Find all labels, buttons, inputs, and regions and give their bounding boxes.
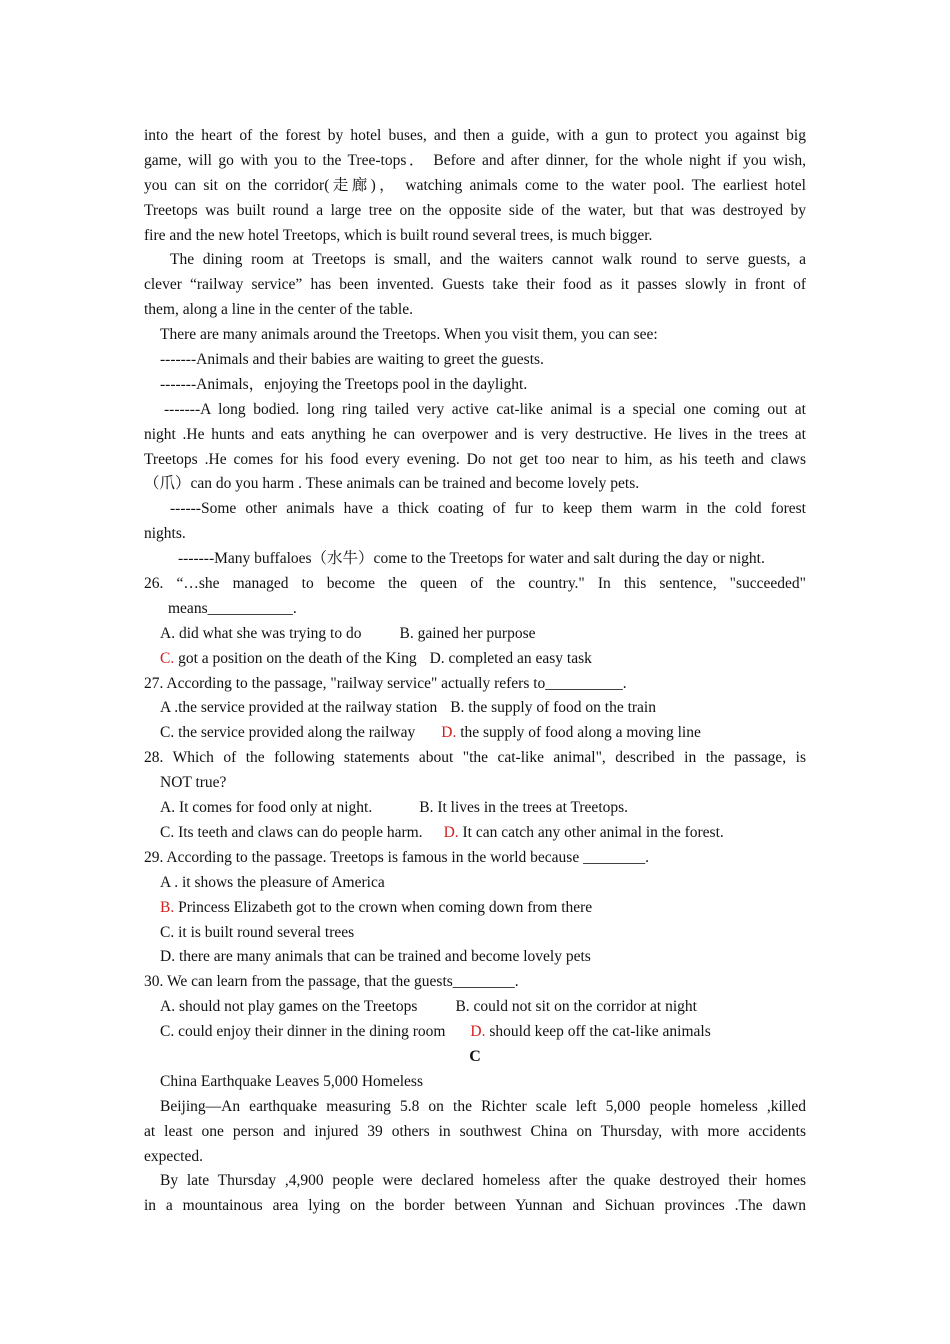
options-row	[144, 622, 806, 647]
question-27	[144, 672, 806, 747]
options-row	[144, 821, 806, 846]
question-stem: 27. According to the passage, "railway service" actually refers to__________.	[144, 674, 627, 692]
options-row	[144, 647, 806, 672]
passage-line: （爪）can do you harm . These animals can be trained and become lovely pets.	[144, 475, 640, 493]
options-row	[144, 721, 806, 746]
passage-line: clever “railway service” has been invented. Guests take their food as it passes slowly in front of	[144, 276, 806, 294]
answer-letter: D.	[470, 1023, 486, 1041]
answer-letter: D.	[441, 724, 457, 742]
passage-line: Treetops .He comes for his food every evening. Do not get too near to him, as his teeth and claws	[144, 450, 806, 468]
question-stem: 28. Which of the following statements about "the cat-like animal", described in the passage, is	[144, 749, 806, 767]
passage-line: into the heart of the forest by hotel buses, and then a guide, with a gun to protect you against big	[144, 127, 806, 144]
option-c: C. the service provided along the railway	[160, 724, 416, 742]
options-row	[144, 896, 806, 921]
section-c	[144, 1045, 806, 1219]
passage-line: ------Some other animals have a thick coating of fur to keep them warm in the cold forest	[170, 500, 806, 518]
option-b: B. It lives in the trees at Treetops.	[419, 799, 629, 817]
passage-line: By late Thursday ,4,900 people were declared homeless after the quake destroyed their homes	[160, 1172, 806, 1190]
option-d: D. completed an easy task	[429, 649, 592, 667]
question-stem: 29. According to the passage. Treetops is famous in the world because ________.	[144, 848, 649, 866]
option-d: It can catch any other animal in the forest.	[458, 823, 724, 841]
options-row	[144, 1020, 806, 1045]
passage-line: expected.	[144, 1147, 203, 1165]
passage-line: in a mountainous area lying on the border between Yunnan and Sichuan provinces .The dawn	[144, 1197, 806, 1215]
options-row	[144, 696, 806, 721]
answer-letter: D.	[443, 823, 459, 841]
options-row	[144, 995, 806, 1020]
passage-line: nights.	[144, 525, 186, 543]
option-b: B. gained her purpose	[399, 624, 536, 642]
passage-line: game, will go with you to the Tree-tops． Before and after dinner, for the whole night if you wish,	[144, 151, 806, 169]
option-b: B. could not sit on the corridor at night	[455, 998, 697, 1016]
option-d: the supply of food along a moving line	[456, 724, 701, 742]
question-stem-cont: means___________.	[168, 599, 297, 617]
answer-letter: C.	[160, 649, 175, 667]
answer-letter: B.	[160, 898, 175, 916]
passage-line: at least one person and injured 39 others in southwest China on Thursday, with more accidents	[144, 1122, 806, 1140]
passage-line: -------Animals，enjoying the Treetops pool in the daylight.	[160, 375, 528, 393]
question-29	[144, 846, 806, 970]
document-page	[144, 124, 806, 1219]
option-c: C. Its teeth and claws can do people harm.	[160, 823, 423, 841]
passage-line: -------Animals and their babies are waiting to greet the guests.	[160, 351, 544, 369]
option-a: A. It comes for food only at night.	[160, 799, 373, 817]
option-a: A .the service provided at the railway station	[160, 699, 438, 717]
passage-line: -------A long bodied. long ring tailed very active cat-like animal is a special one coming out at	[164, 400, 806, 418]
option-b: Princess Elizabeth got to the crown when coming down from there	[174, 898, 593, 916]
passage-line: night .He hunts and eats anything he can overpower and is very destructive. He lives in the trees at	[144, 425, 806, 443]
passage-line: -------Many buffaloes（水牛）come to the Treetops for water and salt during the day or night.	[178, 550, 765, 568]
option-c: C. could enjoy their dinner in the dining room	[160, 1023, 446, 1041]
passage-line: Beijing—An earthquake measuring 5.8 on the Richter scale left 5,000 people homeless ,killed	[160, 1097, 806, 1115]
passage-line: The dining room at Treetops is small, and the waiters cannot walk round to serve guests, a	[170, 251, 806, 269]
passage-line: you can sit on the corridor(走廊)， watching animals come to the water pool. The earliest hotel	[144, 176, 806, 194]
option-c: got a position on the death of the King	[174, 649, 417, 667]
option-d: should keep off the cat-like animals	[485, 1023, 711, 1041]
option-a: A . it shows the pleasure of America	[160, 873, 385, 891]
article-title: China Earthquake Leaves 5,000 Homeless	[160, 1072, 423, 1090]
option-a: A. did what she was trying to do	[160, 624, 362, 642]
passage-line: fire and the new hotel Treetops, which is built round several trees, is much bigger.	[144, 226, 653, 244]
option-d: D. there are many animals that can be trained and become lovely pets	[160, 948, 591, 966]
passage-line: Treetops was built round a large tree on the opposite side of the water, but that was destroyed by	[144, 201, 806, 219]
option-b: B. the supply of food on the train	[450, 699, 656, 717]
passage-b	[144, 124, 806, 572]
question-28	[144, 746, 806, 846]
question-30	[144, 970, 806, 1045]
question-stem-cont: NOT true?	[160, 774, 227, 792]
passage-line: There are many animals around the Treetops. When you visit them, you can see:	[160, 326, 658, 344]
question-stem: 26. “…she managed to become the queen of the country." In this sentence, "succeeded"	[144, 575, 806, 593]
passage-line: them, along a line in the center of the table.	[144, 301, 413, 319]
question-stem: 30. We can learn from the passage, that the guests________.	[144, 973, 519, 991]
question-26	[144, 572, 806, 672]
section-heading: C	[469, 1047, 481, 1065]
option-c: C. it is built round several trees	[160, 923, 355, 941]
options-row	[144, 796, 806, 821]
option-a: A. should not play games on the Treetops	[160, 998, 418, 1016]
